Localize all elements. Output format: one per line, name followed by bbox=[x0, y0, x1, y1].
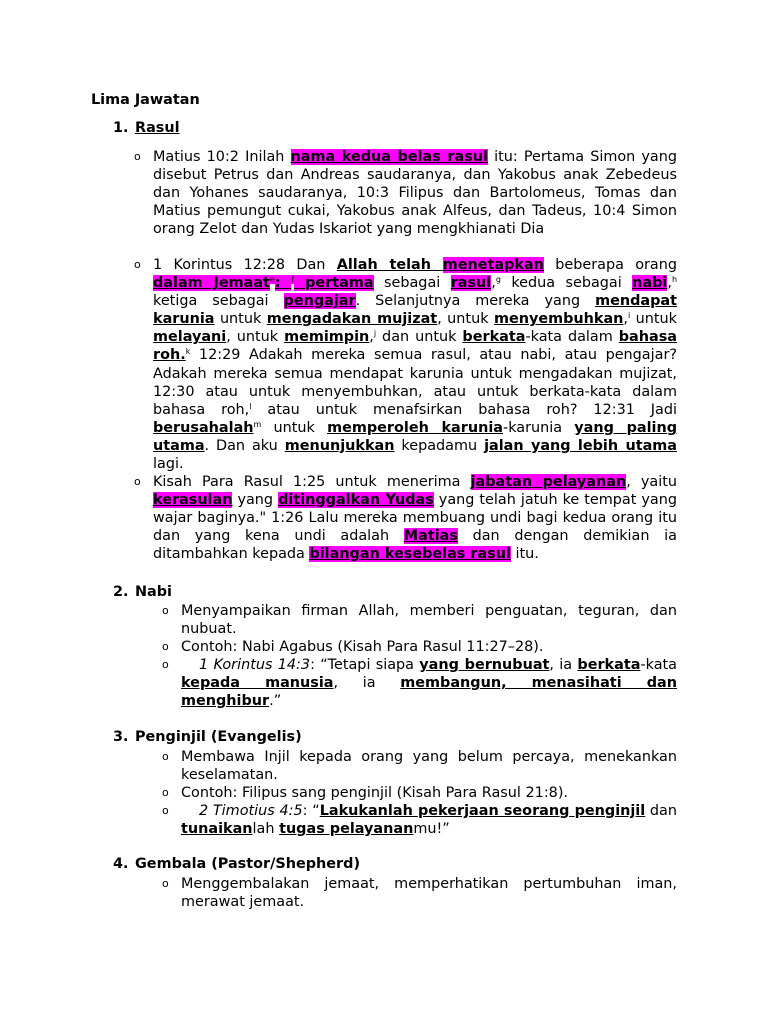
bold-underline: menyembuhkan bbox=[493, 311, 624, 328]
text: -kata bbox=[640, 657, 677, 673]
list-item bbox=[162, 875, 677, 911]
footnote-marker: g bbox=[495, 275, 501, 285]
bullet-icon: o bbox=[134, 258, 141, 271]
bold-underline: membangun, menasihati dan menghibur bbox=[181, 675, 677, 710]
bullet-icon: o bbox=[134, 150, 141, 163]
highlight: dalam Jemaat bbox=[153, 275, 270, 292]
highlight: bilangan kesebelas rasul bbox=[309, 546, 511, 563]
highlight: menetapkan bbox=[442, 257, 544, 273]
bold-underline: tunaikan bbox=[181, 821, 253, 838]
section-title: Penginjil (Evangelis) bbox=[135, 729, 302, 745]
list-item bbox=[162, 602, 677, 638]
section-heading-penginjil bbox=[113, 729, 302, 745]
list-item bbox=[162, 638, 677, 656]
section-number: 2. bbox=[113, 584, 129, 600]
list-item bbox=[162, 784, 677, 802]
text: Kisah Para Rasul 1:25 untuk menerima bbox=[153, 474, 471, 490]
bold-underline: tugas pelayanan bbox=[279, 821, 414, 838]
bullet-icon: o bbox=[162, 658, 169, 671]
highlight: jabatan pelayanan bbox=[470, 474, 627, 490]
highlight: kerasulan bbox=[153, 492, 233, 509]
text: .” bbox=[269, 693, 282, 710]
bold-underline: berkata bbox=[462, 329, 526, 346]
bullet-icon: o bbox=[162, 804, 169, 817]
list-item bbox=[134, 473, 677, 563]
list-item bbox=[162, 656, 677, 710]
bold-underline: bahasa roh. bbox=[153, 329, 677, 364]
text: , yaitu bbox=[626, 474, 677, 490]
text: Menyampaikan firman Allah, memberi penguatan, teguran, dan nubuat. bbox=[181, 603, 677, 638]
text: Contoh: Nabi Agabus (Kisah Para Rasul 11:27–28). bbox=[181, 639, 544, 655]
highlight: Matias bbox=[403, 528, 458, 545]
section-number: 1. bbox=[113, 120, 129, 136]
footnote-marker: m bbox=[253, 419, 262, 429]
text: 1 Korintus 12:28 Dan bbox=[153, 257, 337, 273]
section-heading-gembala bbox=[113, 856, 360, 872]
highlight: pertama bbox=[294, 275, 374, 292]
list-item bbox=[134, 256, 678, 473]
text: , untuk bbox=[226, 329, 285, 346]
text: 12:29 Adakah mereka semua rasul, atau nabi, atau pengajar? Adakah mereka semua mendapat karunia untuk mengadakan mujizat, 12:30 atau untuk menyembuhkan, atau untuk berkata-kata dalam bahasa roh, bbox=[153, 347, 677, 418]
text: , bbox=[491, 275, 496, 292]
footnote-marker: i bbox=[627, 311, 631, 321]
section-heading-nabi bbox=[113, 584, 172, 600]
text: . Selanjutnya mereka yang bbox=[355, 293, 596, 310]
footnote-marker: k bbox=[185, 347, 191, 357]
text: -karunia bbox=[503, 419, 575, 436]
list-item bbox=[162, 802, 677, 838]
text: , bbox=[623, 311, 628, 328]
highlight: nabi bbox=[632, 275, 668, 292]
bullet-icon: o bbox=[162, 604, 169, 617]
text: , bbox=[369, 329, 374, 346]
highlight: rasul bbox=[450, 275, 492, 292]
bold-underline: memimpin bbox=[284, 329, 370, 346]
text: beberapa orang bbox=[543, 257, 678, 273]
footnote-marker: h bbox=[671, 275, 678, 285]
section-number: 4. bbox=[113, 856, 129, 872]
text: mu!” bbox=[413, 821, 450, 838]
list-item bbox=[162, 748, 677, 784]
text: , untuk bbox=[437, 311, 494, 328]
section-heading-rasul bbox=[113, 120, 180, 136]
text: atau untuk menafsirkan bahasa roh? 12:31 Jadi bbox=[251, 401, 677, 418]
text: dan bbox=[645, 803, 677, 819]
highlight: ditinggalkan Yudas bbox=[278, 492, 434, 509]
text: : “Tetapi siapa bbox=[310, 657, 420, 673]
bold-underline: mendapat karunia bbox=[153, 293, 677, 328]
text: ketiga sebagai bbox=[153, 293, 284, 310]
text: . Dan aku bbox=[204, 437, 285, 454]
footnote-marker: l bbox=[249, 401, 252, 411]
bold-underline: melayani bbox=[153, 329, 227, 346]
text: Matius 10:2 Inilah bbox=[153, 149, 291, 165]
text: lagi. bbox=[153, 456, 184, 473]
text: Menggembalakan jemaat, memperhatikan pertumbuhan iman, merawat jemaat. bbox=[181, 876, 677, 911]
footnote-marker: j bbox=[373, 329, 377, 339]
text: , bbox=[667, 275, 672, 292]
text: -kata dalam bbox=[525, 329, 619, 346]
text: untuk bbox=[630, 311, 677, 328]
document-title: Lima Jawatan bbox=[91, 92, 200, 108]
text: kepadamu bbox=[394, 437, 485, 454]
text: dan dengan demikian ia ditambahkan kepada bbox=[153, 528, 677, 563]
text: sebagai bbox=[373, 275, 451, 292]
bold-underline: memperoleh karunia bbox=[327, 419, 503, 436]
bold-underline: menunjukkan bbox=[284, 437, 395, 454]
text: dan untuk bbox=[376, 329, 463, 346]
text: , ia bbox=[549, 657, 578, 673]
text: , ia bbox=[333, 675, 401, 692]
section-number: 3. bbox=[113, 729, 129, 745]
text: yang bbox=[232, 492, 279, 509]
text: : “ bbox=[302, 803, 320, 819]
bold-underline: yang paling utama bbox=[153, 419, 677, 454]
bullet-icon: o bbox=[134, 475, 141, 488]
bold-underline: Lakukanlah pekerjaan seorang penginjil bbox=[319, 803, 646, 819]
text: yang telah jatuh ke tempat yang wajar baginya." 1:26 Lalu mereka membuang undi bagi kedua orang itu dan yang kena undi adalah bbox=[153, 492, 677, 545]
text: untuk bbox=[261, 419, 328, 436]
highlight: nama kedua belas rasul bbox=[290, 149, 488, 165]
bold-underline: berusahalah bbox=[153, 419, 254, 436]
text: Membawa Injil kepada orang yang belum percaya, menekankan keselamatan. bbox=[181, 749, 677, 784]
text: itu: Pertama Simon yang disebut Petrus dan Andreas saudaranya, dan Yakobus anak Zebedeus dan Yohanes saudaranya, 10:3 Filipus dan Bartolomeus, Tomas dan Matius pemungut cukai, Yakobus anak Alfeus, dan Tadeus, 10:4 Simon orang Zelot dan Yudas Iskariot yang mengkhianati Dia bbox=[153, 149, 677, 238]
text: itu. bbox=[510, 546, 539, 563]
bold-underline: mengadakan mujizat bbox=[266, 311, 438, 328]
section-title: Nabi bbox=[135, 584, 172, 600]
highlight: : bbox=[274, 275, 292, 292]
bold-underline: berkata bbox=[577, 657, 641, 673]
list-item bbox=[134, 148, 677, 238]
highlight: pengajar bbox=[283, 293, 356, 310]
bold-underline: yang bernubuat bbox=[419, 657, 550, 673]
bold-underline: kepada manusia bbox=[181, 675, 334, 692]
verse-reference: 2 Timotius 4:5 bbox=[199, 803, 303, 819]
footnote-marker: f bbox=[291, 275, 295, 285]
bullet-icon: o bbox=[162, 786, 169, 799]
verse-reference: 1 Korintus 14:3 bbox=[199, 657, 311, 673]
bold-underline: Allah telah bbox=[336, 257, 443, 273]
text: lah bbox=[252, 821, 280, 838]
footnote-marker: e bbox=[269, 275, 275, 285]
bullet-icon: o bbox=[162, 750, 169, 763]
section-title: Rasul bbox=[135, 120, 180, 136]
text: Contoh: Filipus sang penginjil (Kisah Para Rasul 21:8). bbox=[181, 785, 569, 801]
text: untuk bbox=[214, 311, 267, 328]
text: kedua sebagai bbox=[500, 275, 633, 292]
bullet-icon: o bbox=[162, 877, 169, 890]
bullet-icon: o bbox=[162, 640, 169, 653]
bold-underline: jalan yang lebih utama bbox=[484, 437, 677, 454]
section-title: Gembala (Pastor/Shepherd) bbox=[135, 856, 361, 872]
